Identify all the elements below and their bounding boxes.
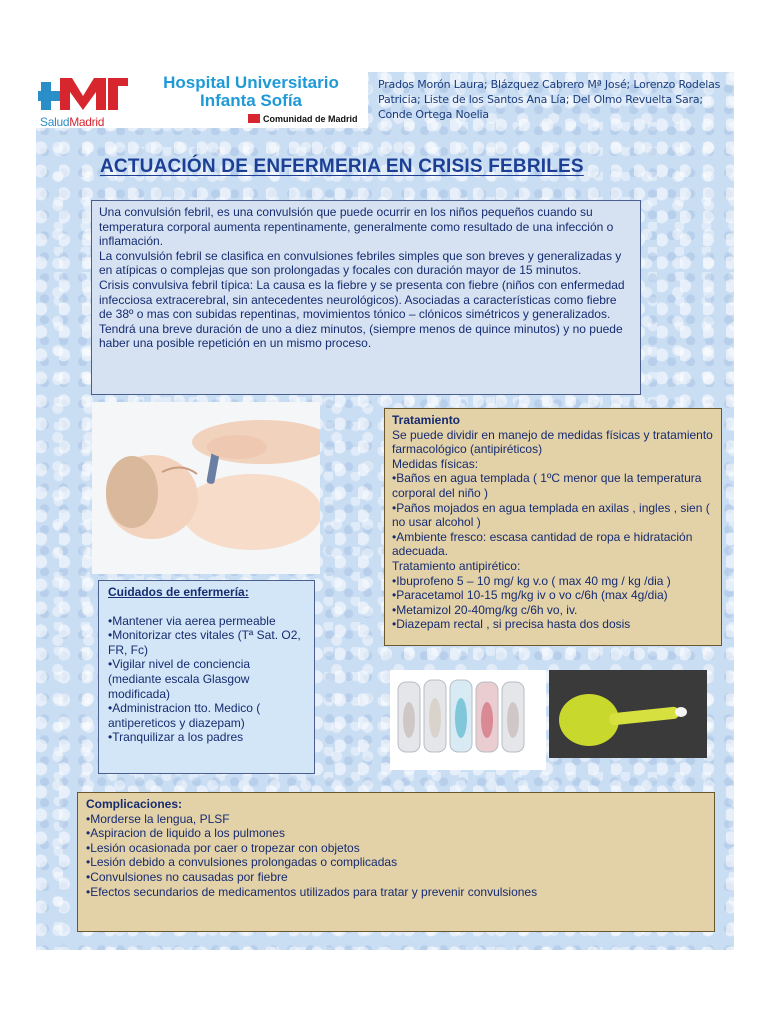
comunidad-madrid-flag-icon — [248, 114, 260, 123]
treatment-line: •Ambiente fresco: escasa cantidad de ropa e hidratación adecuada. — [392, 529, 693, 559]
poster-background — [36, 72, 734, 950]
complications-line: •Efectos secundarios de medicamentos utilizados para tratar y prevenir convulsiones — [86, 884, 538, 899]
nursing-care-line: •Administracion tto. Medico ( antipereticos y diazepam) — [108, 701, 261, 730]
treatment-line: •Diazepam rectal , si precisa hasta dos dosis — [392, 617, 631, 632]
treatment-box — [384, 408, 722, 646]
nursing-care-box — [98, 580, 315, 774]
treatment-line: •Ibuprofeno 5 – 10 mg/ kg v.o ( max 40 mg / kg /dia ) — [392, 573, 671, 588]
treatment-line: Se puede dividir en manejo de medidas físicas y tratamiento farmacológico (antipiréticos) — [392, 427, 713, 457]
treatment-line: Tratamiento antipirético: — [392, 558, 521, 573]
header-logos — [36, 72, 368, 128]
treatment-line: •Paños mojados en agua templada en axilas , ingles , sien ( no usar alcohol ) — [392, 500, 710, 530]
complications-line: •Convulsiones no causadas por fiebre — [86, 869, 288, 884]
complications-heading: Complicaciones: — [86, 797, 183, 811]
treatment-heading: Tratamiento — [392, 413, 461, 427]
intro-box — [91, 200, 641, 395]
nursing-care-heading: Cuidados de enfermería: — [108, 585, 249, 599]
intro-paragraph: Una convulsión febril, es una convulsión que puede ocurrir en los niños pequeños cuando su temperatura corporal aumenta repentinamente, generalmente como resultado de una infección o inflamación. — [99, 205, 614, 249]
treatment-line: Medidas físicas: — [392, 456, 479, 471]
intro-paragraph: Crisis convulsiva febril típica: La causa es la fiebre y se presenta con fiebre (niños con enfermedad infecciosa extracerebral, sin antecedentes neurológicos). Asociadas a características como fiebre de 38º o mas con subidas repentinas, movimientos tónico – clónicos simétricos y generalizados. Tendrá una breve duración de uno a diez minutos, (siempre menos de quince minutos) y no puede haber una posible repetición en un mismo proceso. — [99, 277, 625, 351]
comunidad-madrid-label: Comunidad de Madrid — [248, 114, 358, 124]
baby-thermometer-photo — [92, 402, 320, 574]
treatment-line: •Paracetamol 10-15 mg/kg iv o vo c/6h (max 4g/dia) — [392, 588, 668, 603]
page-title: ACTUACIÓN DE ENFERMERIA EN CRISIS FEBRILES — [100, 156, 584, 177]
nursing-care-line: •Mantener via aerea permeable — [108, 613, 276, 628]
complications-line: •Lesión debido a convulsiones prolongadas o complicadas — [86, 855, 398, 870]
authors-list: Prados Morón Laura; Blázquez Cabrero Mª José; Lorenzo Rodelas Patricia; Liste de los Santos Ana Lía; Del Olmo Revuelta Sara; Conde Ortega Noelia — [378, 78, 721, 121]
nursing-care-line: •Monitorizar ctes vitales (Tª Sat. O2, FR, Fc) — [108, 628, 301, 657]
intro-paragraph: La convulsión febril se clasifica en convulsiones febriles simples que son breves y generalizadas y en atípicas o complejas que son prolongadas y focales con duración mayor de 15 minutos. — [99, 248, 622, 278]
rectal-diazepam-photo — [549, 670, 707, 758]
treatment-line: •Metamizol 20-40mg/kg c/6h vo, iv. — [392, 602, 578, 617]
complications-line: •Aspiracion de liquido a los pulmones — [86, 826, 285, 841]
salud-madrid-wordmark: SaludMadrid — [40, 115, 105, 129]
complications-box — [77, 792, 715, 932]
suppositories-photo — [390, 670, 546, 770]
treatment-line: •Baños en agua templada ( 1ºC menor que la temperatura corporal del niño ) — [392, 471, 702, 500]
hospital-name: Hospital Universitario Infanta Sofía — [163, 73, 339, 110]
complications-line: •Morderse la lengua, PLSF — [86, 811, 230, 826]
nursing-care-line: •Vigilar nivel de conciencia (mediante escala Glasgow modificada) — [108, 657, 251, 701]
nursing-care-line: •Tranquilizar a los padres — [108, 730, 244, 745]
complications-line: •Lesión ocasionada por caer o tropezar con objetos — [86, 840, 360, 855]
